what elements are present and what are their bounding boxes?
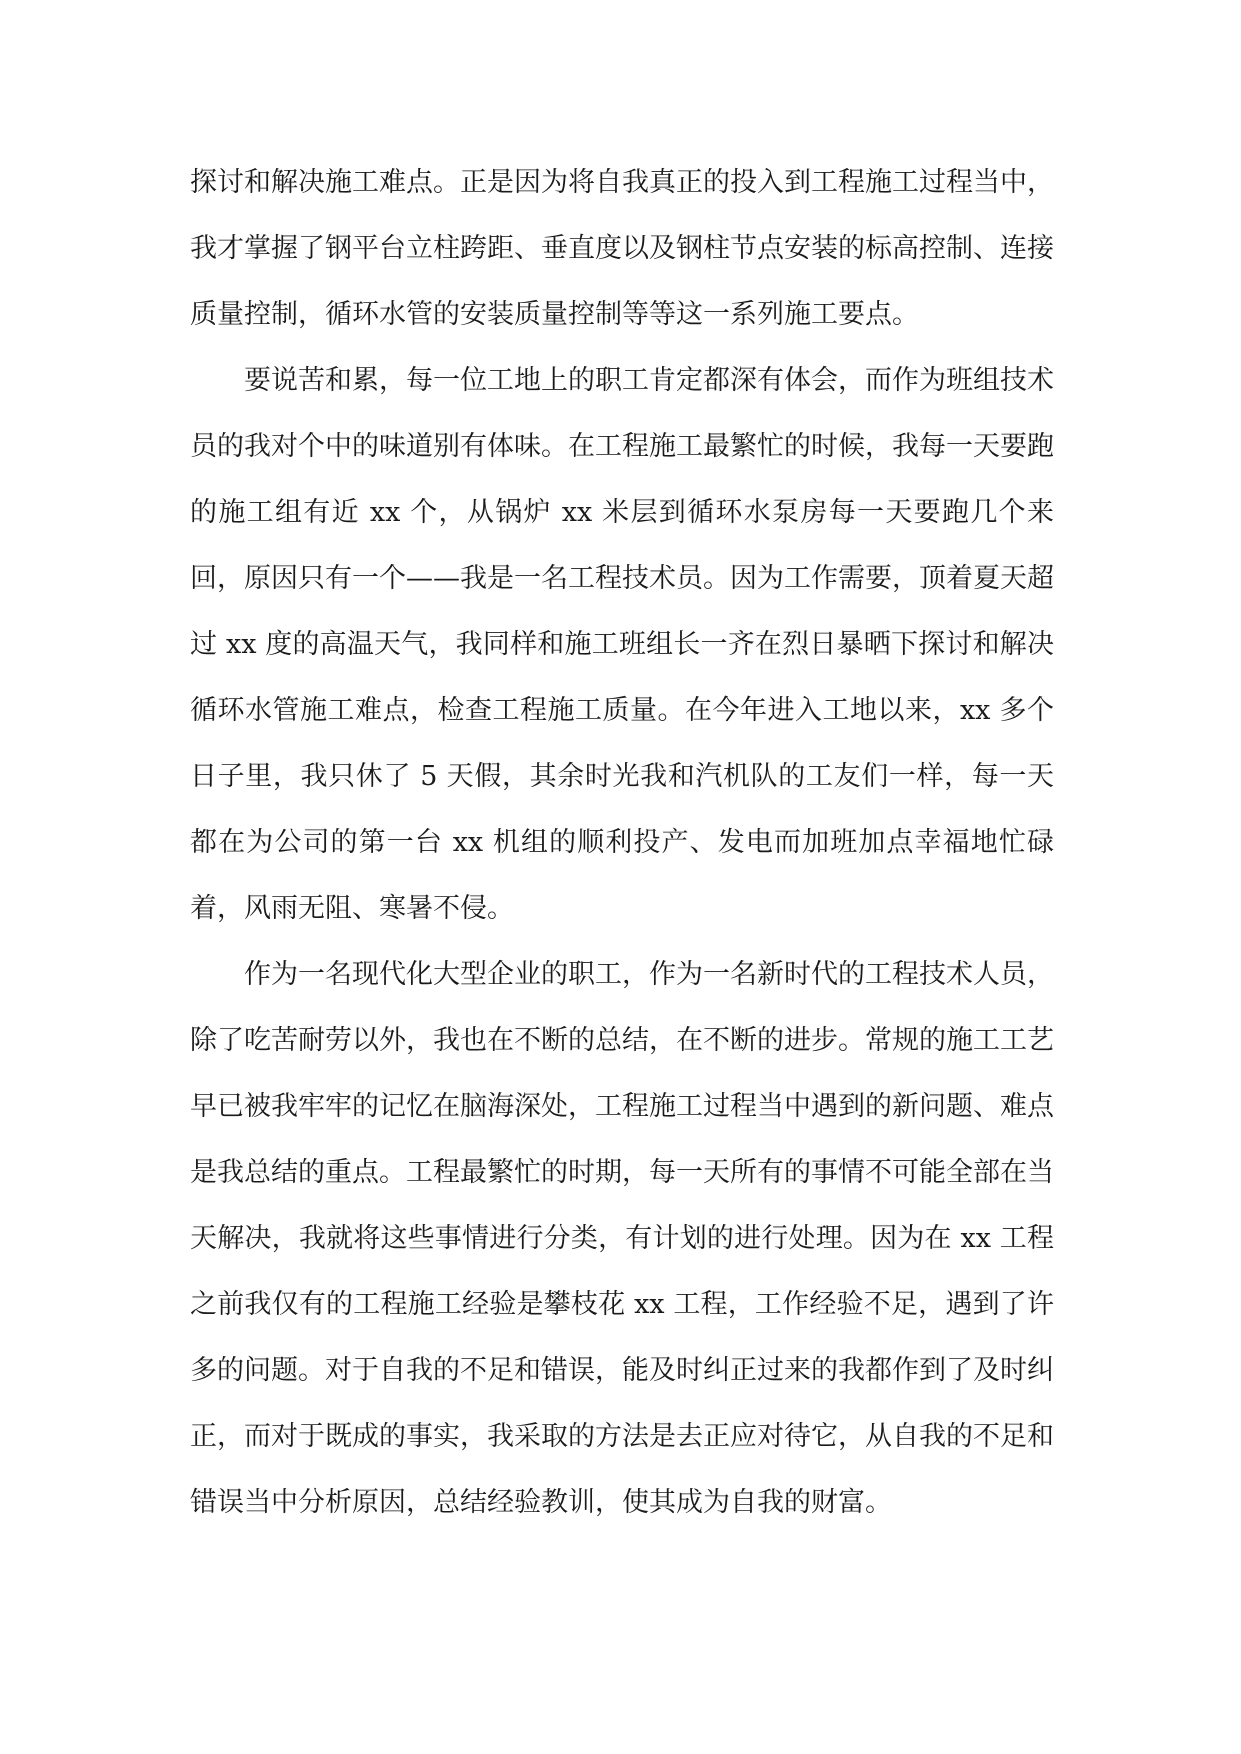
body-text <box>190 150 1054 1536</box>
paragraph-3: 作为一名现代化大型企业的职工，作为一名新时代的工程技术人员，除了吃苦耐劳以外，我也在不断的总结，在不断的进步。常规的施工工艺早已被我牢牢的记忆在脑海深处，工程施工过程当中遇到的新问题、难点是我总结的重点。工程最繁忙的时期，每一天所有的事情不可能全部在当天解决，我就将这些事情进行分类，有计划的进行处理。因为在 xx 工程之前我仅有的工程施工经验是攀枝花 xx 工程，工作经验不足，遇到了许多的问题。对于自我的不足和错误，能及时纠正过来的我都作到了及时纠正，而对于既成的事实，我采取的方法是去正应对待它，从自我的不足和错误当中分析原因，总结经验教训，使其成为自我的财富。 <box>190 959 1054 1518</box>
paragraph-2: 要说苦和累，每一位工地上的职工肯定都深有体会，而作为班组技术员的我对个中的味道别有体味。在工程施工最繁忙的时候，我每一天要跑的施工组有近 xx 个，从锅炉 xx 米层到循环水泵房每一天要跑几个来回，原因只有一个——我是一名工程技术员。因为工作需要，顶着夏天超过 xx 度的高温天气，我同样和施工班组长一齐在烈日暴晒下探讨和解决循环水管施工难点，检查工程施工质量。在今年进入工地以来，xx 多个日子里，我只休了 5 天假，其余时光我和汽机队的工友们一样，每一天都在为公司的第一台 xx 机组的顺利投产、发电而加班加点幸福地忙碌着，风雨无阻、寒暑不侵。 <box>190 365 1054 924</box>
paragraph-1: 探讨和解决施工难点。正是因为将自我真正的投入到工程施工过程当中，我才掌握了钢平台立柱跨距、垂直度以及钢柱节点安装的标高控制、连接质量控制，循环水管的安装质量控制等等这一系列施工要点。 <box>190 167 1054 330</box>
